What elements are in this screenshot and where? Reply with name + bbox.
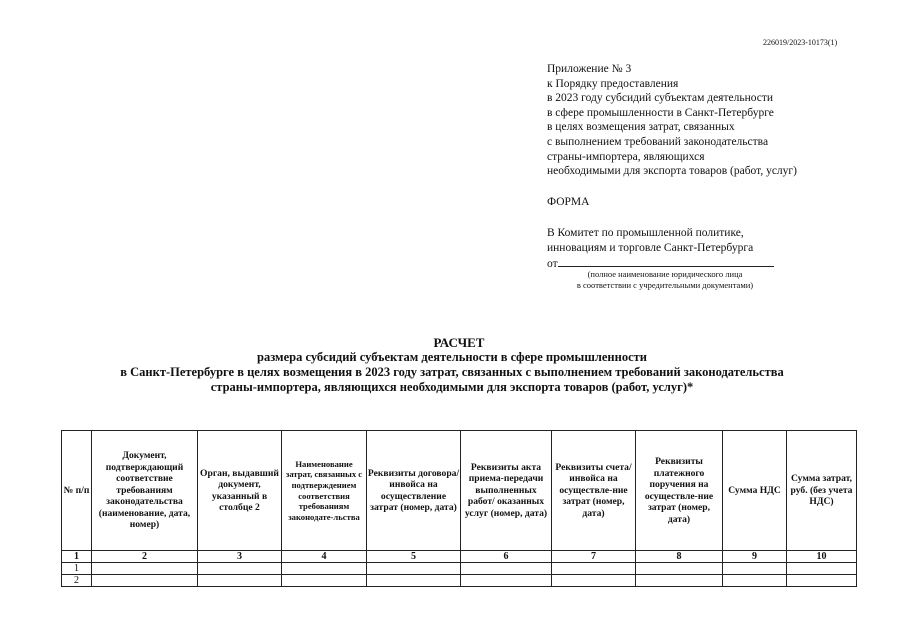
document-number: 226019/2023-10173(1): [763, 38, 838, 47]
table-cell: [723, 563, 787, 575]
form-label: ФОРМА: [547, 196, 590, 208]
table-cell: [92, 575, 198, 587]
column-header: Документ, подтверждающий соответствие требованиям законодательства (наименование, дата, номер): [92, 431, 198, 551]
appendix-line: к Порядку предоставления: [547, 77, 679, 90]
column-header: Орган, выдавший документ, указанный в столбце 2: [198, 431, 282, 551]
row-number: 1: [62, 563, 92, 575]
column-header: Наименование затрат, связанных с подтверждением соответствия требованиям законодате-льства: [282, 431, 367, 551]
table-row: [62, 563, 857, 575]
from-prefix: от: [547, 258, 558, 271]
appendix-line: в 2023 году субсидий субъектам деятельности: [547, 92, 774, 105]
table-cell: [198, 563, 282, 575]
table-cell: [367, 563, 461, 575]
hint-line: в соответствии с учредительными документами): [576, 280, 754, 290]
table-cell: [282, 563, 367, 575]
table-row: [62, 575, 857, 587]
appendix-block: [547, 62, 797, 179]
table-cell: [636, 575, 723, 587]
appendix-line: необходимыми для экспорта товаров (работ, услуг): [547, 165, 797, 178]
table-cell: [552, 575, 636, 587]
column-number: 6: [461, 551, 552, 563]
column-number: 5: [367, 551, 461, 563]
addressee-block: [547, 226, 774, 272]
column-number: 2: [92, 551, 198, 563]
from-hint: [540, 269, 790, 291]
title-line: размера субсидий субъектам деятельности в сфере промышленности: [257, 350, 647, 364]
appendix-line: страны-импортера, являющихся: [547, 150, 705, 163]
from-blank-field: [558, 255, 774, 267]
addressee-line: В Комитет по промышленной политике,: [547, 227, 744, 239]
hint-line: (полное наименование юридического лица: [587, 269, 743, 279]
appendix-line: с выполнением требований законодательства: [547, 135, 769, 148]
calculation-table: [61, 430, 857, 587]
column-header: Реквизиты счета/ инвойса на осуществле-ние затрат (номер, дата): [552, 431, 636, 551]
appendix-line: в целях возмещения затрат, связанных: [547, 121, 735, 134]
table-cell: [723, 575, 787, 587]
column-header: № п/п: [62, 431, 92, 551]
row-number: 2: [62, 575, 92, 587]
table-cell: [198, 575, 282, 587]
column-header: Реквизиты договора/ инвойса на осуществление затрат (номер, дата): [367, 431, 461, 551]
column-number: 7: [552, 551, 636, 563]
table-cell: [92, 563, 198, 575]
table-cell: [461, 563, 552, 575]
table-cell: [461, 575, 552, 587]
appendix-line: Приложение № 3: [547, 63, 632, 75]
title-heading: РАСЧЕТ: [433, 335, 485, 350]
column-number: 8: [636, 551, 723, 563]
column-header: Сумма затрат, руб. (без учета НДС): [787, 431, 857, 551]
table-cell: [787, 575, 857, 587]
table-cell: [787, 563, 857, 575]
addressee-line: инновациям и торговле Санкт-Петербурга: [547, 241, 754, 254]
column-header: Сумма НДС: [723, 431, 787, 551]
column-header: Реквизиты платежного поручения на осуществле-ние затрат (номер, дата): [636, 431, 723, 551]
column-number-row: [62, 551, 857, 563]
table-cell: [367, 575, 461, 587]
table-cell: [552, 563, 636, 575]
title-line: в Санкт-Петербурге в целях возмещения в 2023 году затрат, связанных с выполнением требований законодательства: [120, 365, 784, 379]
appendix-line: в сфере промышленности в Санкт-Петербурге: [547, 106, 774, 119]
table-header-row: [62, 431, 857, 551]
column-number: 10: [787, 551, 857, 563]
column-number: 9: [723, 551, 787, 563]
document-title: [0, 335, 904, 395]
table-cell: [282, 575, 367, 587]
table-cell: [636, 563, 723, 575]
column-number: 4: [282, 551, 367, 563]
column-number: 3: [198, 551, 282, 563]
column-number: 1: [62, 551, 92, 563]
title-line: страны-импортера, являющихся необходимыми для экспорта товаров (работ, услуг)*: [210, 380, 694, 394]
column-header: Реквизиты акта приема-передачи выполненных работ/ оказанных услуг (номер, дата): [461, 431, 552, 551]
